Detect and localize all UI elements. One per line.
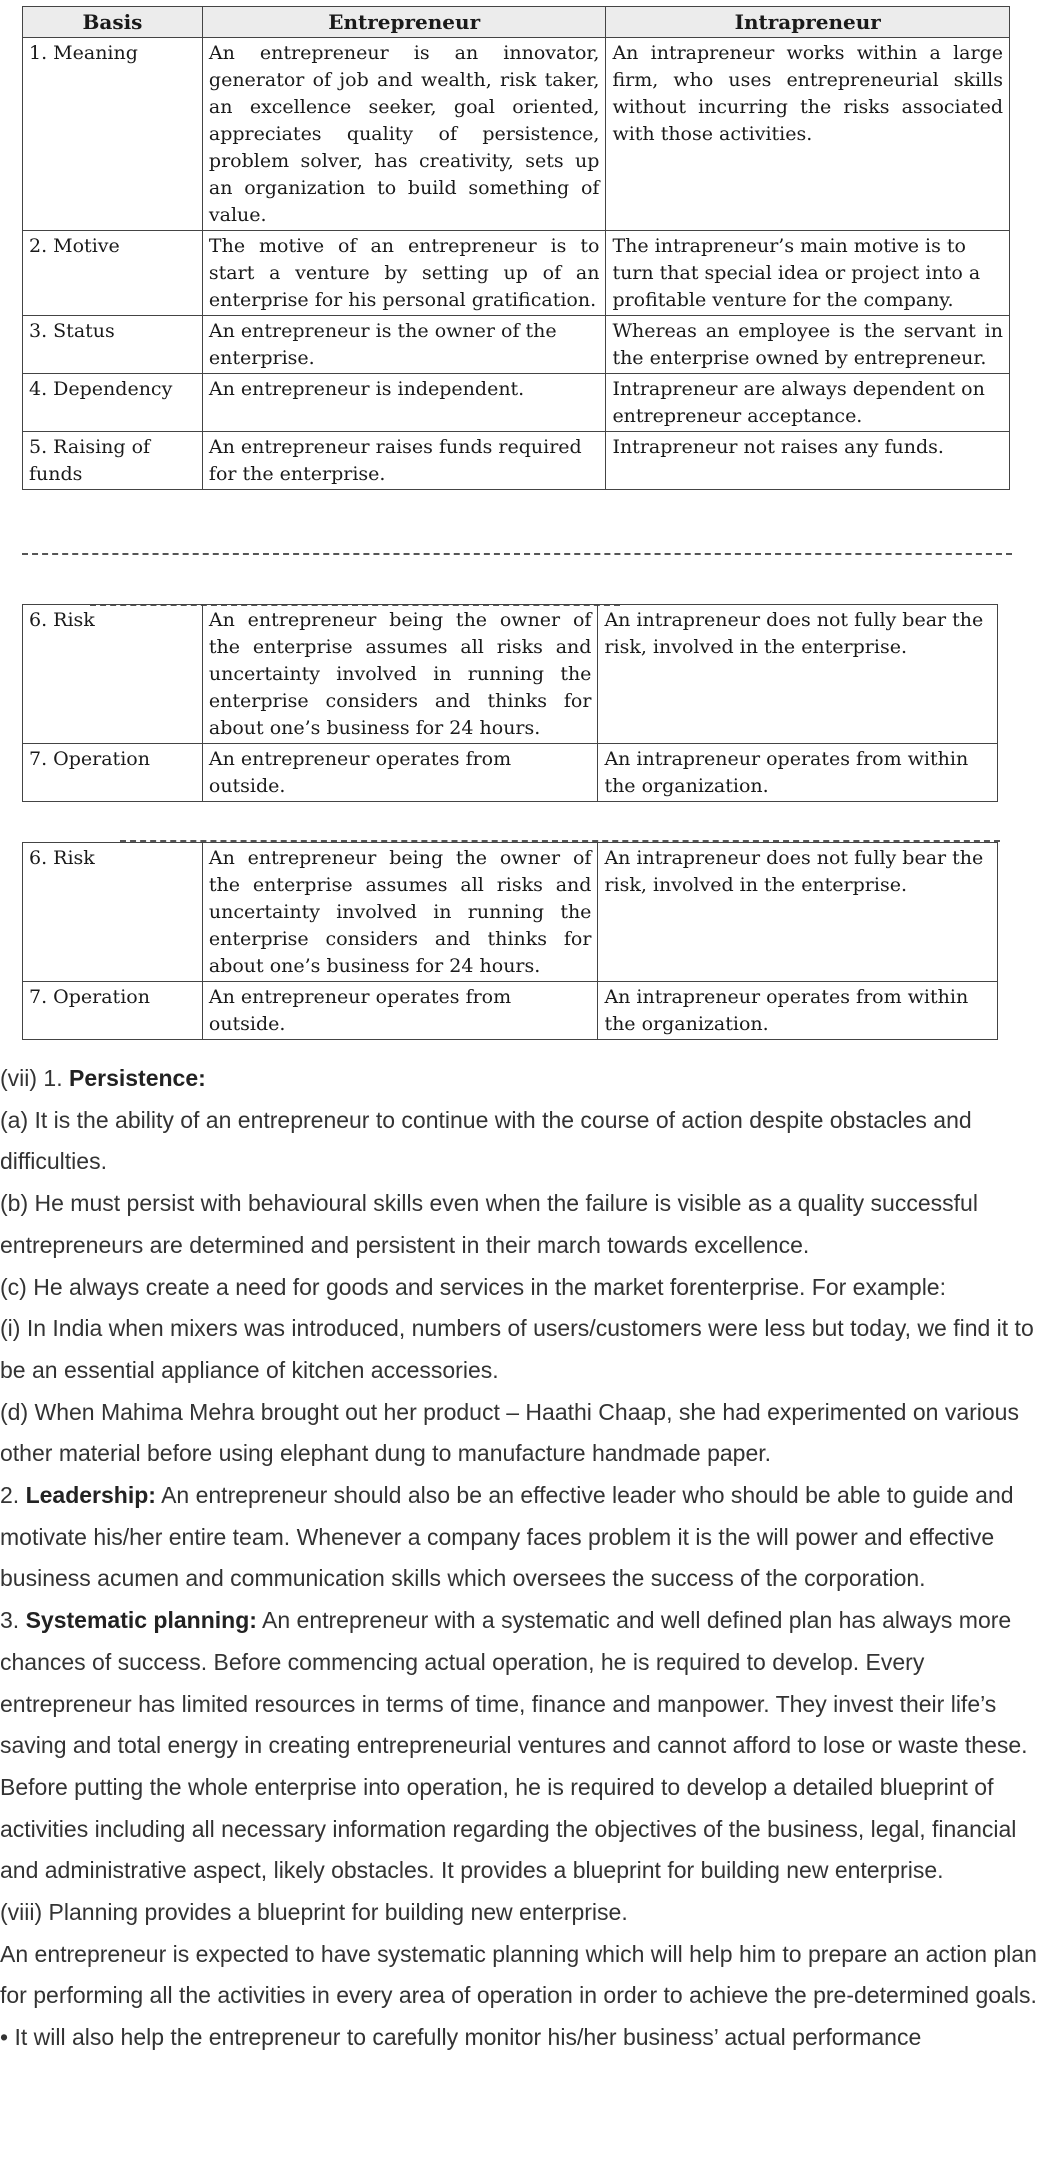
row-entrepreneur: An entrepreneur operates from outside.	[202, 982, 598, 1040]
row-intrapreneur: An intrapreneur operates from within the organization.	[598, 744, 998, 802]
tear-line	[22, 553, 1012, 555]
table-header-row	[23, 7, 1010, 38]
answer-text	[0, 1058, 1054, 2059]
paragraph: (d) When Mahima Mehra brought out her product – Haathi Chaap, she had experimented on various other material before using elephant dung to manufacture handmade paper.	[0, 1398, 1019, 1467]
paragraph: (c) He always create a need for goods and services in the market forenterprise. For example:	[0, 1273, 946, 1300]
bullet-item: • It will also help the entrepreneur to carefully monitor his/her business’ actual performance	[0, 2024, 922, 2051]
row-basis: 7. Operation	[23, 982, 203, 1040]
row-basis: 6. Risk	[23, 605, 203, 744]
row-intrapreneur: An intrapreneur works within a large firm, who uses entrepreneurial skills without incurring the risks associated with those activities.	[606, 38, 1010, 231]
table-row	[23, 374, 1010, 432]
row-intrapreneur: The intrapreneur’s main motive is to turn that special idea or project into a profitable venture for the company.	[606, 231, 1010, 316]
row-intrapreneur: Intrapreneur not raises any funds.	[606, 432, 1010, 490]
header-intrapreneur: Intrapreneur	[606, 7, 1010, 38]
table-row	[23, 605, 998, 744]
leadership-text: An entrepreneur should also be an effective leader who should be able to guide and motivate his/her entire team. Whenever a company faces problem it is the will power and effective business acumen and communication skills which oversees the success of the corporation.	[0, 1482, 1014, 1592]
row-entrepreneur: An entrepreneur is independent.	[202, 374, 606, 432]
row-basis: 4. Dependency	[23, 374, 203, 432]
row-basis: 1. Meaning	[23, 38, 203, 231]
paragraph: An entrepreneur is expected to have systematic planning which will help him to prepare an action plan for performing all the activities in every area of operation in order to achieve the pre-determined goals.	[0, 1940, 1037, 2009]
section-number: 2.	[0, 1482, 26, 1509]
paragraph: (viii) Planning provides a blueprint for building new enterprise.	[0, 1899, 628, 1926]
row-entrepreneur: An entrepreneur operates from outside.	[202, 744, 598, 802]
section-number: (vii) 1.	[0, 1065, 69, 1091]
table-row	[23, 316, 1010, 374]
leadership-paragraph	[0, 1475, 1054, 1600]
leadership-title: Leadership:	[25, 1482, 156, 1509]
row-intrapreneur: An intrapreneur does not fully bear the risk, involved in the enterprise.	[598, 843, 998, 982]
header-entrepreneur: Entrepreneur	[202, 7, 606, 38]
planning-title: Systematic planning:	[25, 1607, 257, 1634]
continuation-table-duplicate	[22, 842, 998, 1040]
header-basis: Basis	[23, 7, 203, 38]
row-entrepreneur: An entrepreneur being the owner of the enterprise assumes all risks and uncertainty involved in running the enterprise considers and thinks for about one’s business for 24 hours.	[202, 843, 598, 982]
table-row	[23, 744, 998, 802]
row-intrapreneur: Intrapreneur are always dependent on entrepreneur acceptance.	[606, 374, 1010, 432]
table-row	[23, 982, 998, 1040]
paragraph: (b) He must persist with behavioural skills even when the failure is visible as a quality successful entrepreneurs are determined and persistent in their march towards excellence.	[0, 1190, 978, 1258]
section-number: 3.	[0, 1607, 26, 1634]
row-entrepreneur: An entrepreneur is an innovator, generator of job and wealth, risk taker, an excellence seeker, goal oriented, appreciates quality of persistence, problem solver, has creativity, sets up an organization to build something of value.	[202, 38, 606, 231]
paragraph: (i) In India when mixers was introduced, numbers of users/customers were less but today, we find it to be an essential appliance of kitchen accessories.	[0, 1315, 1034, 1383]
planning-text: An entrepreneur with a systematic and well defined plan has always more chances of success. Before commencing actual operation, he is required to develop. Every entrepreneur has limited resources in terms of time, finance and manpower. They invest their life’s saving and total energy in creating entrepreneurial ventures and cannot afford to lose or waste these. Before putting the whole enterprise into operation, he is required to develop a detailed blueprint of activities including all necessary information regarding the objectives of the business, legal, financial and administrative aspect, likely obstacles. It provides a blueprint for building new enterprise.	[0, 1607, 1028, 1884]
row-entrepreneur: An entrepreneur raises funds required for the enterprise.	[202, 432, 606, 490]
table-row	[23, 843, 998, 982]
table-row	[23, 38, 1010, 231]
continuation-table	[22, 604, 998, 802]
row-basis: 5. Raising of funds	[23, 432, 203, 490]
planning-paragraph	[0, 1600, 1054, 1892]
row-basis: 2. Motive	[23, 231, 203, 316]
persistence-heading	[0, 1058, 1054, 1100]
row-entrepreneur: An entrepreneur is the owner of the enterprise.	[202, 316, 606, 374]
row-intrapreneur: Whereas an employee is the servant in the enterprise owned by entrepreneur.	[606, 316, 1010, 374]
row-basis: 6. Risk	[23, 843, 203, 982]
row-intrapreneur: An intrapreneur does not fully bear the risk, involved in the enterprise.	[598, 605, 998, 744]
row-intrapreneur: An intrapreneur operates from within the organization.	[598, 982, 998, 1040]
row-entrepreneur: An entrepreneur being the owner of the enterprise assumes all risks and uncertainty involved in running the enterprise considers and thinks for about one’s business for 24 hours.	[202, 605, 598, 744]
persistence-title: Persistence:	[69, 1065, 206, 1091]
row-entrepreneur: The motive of an entrepreneur is to start a venture by setting up of an enterprise for his personal gratification.	[202, 231, 606, 316]
table-row	[23, 432, 1010, 490]
row-basis: 7. Operation	[23, 744, 203, 802]
table-row	[23, 231, 1010, 316]
paragraph: (a) It is the ability of an entrepreneur to continue with the course of action despite obstacles and difficulties.	[0, 1106, 972, 1175]
comparison-table	[22, 6, 1010, 490]
row-basis: 3. Status	[23, 316, 203, 374]
